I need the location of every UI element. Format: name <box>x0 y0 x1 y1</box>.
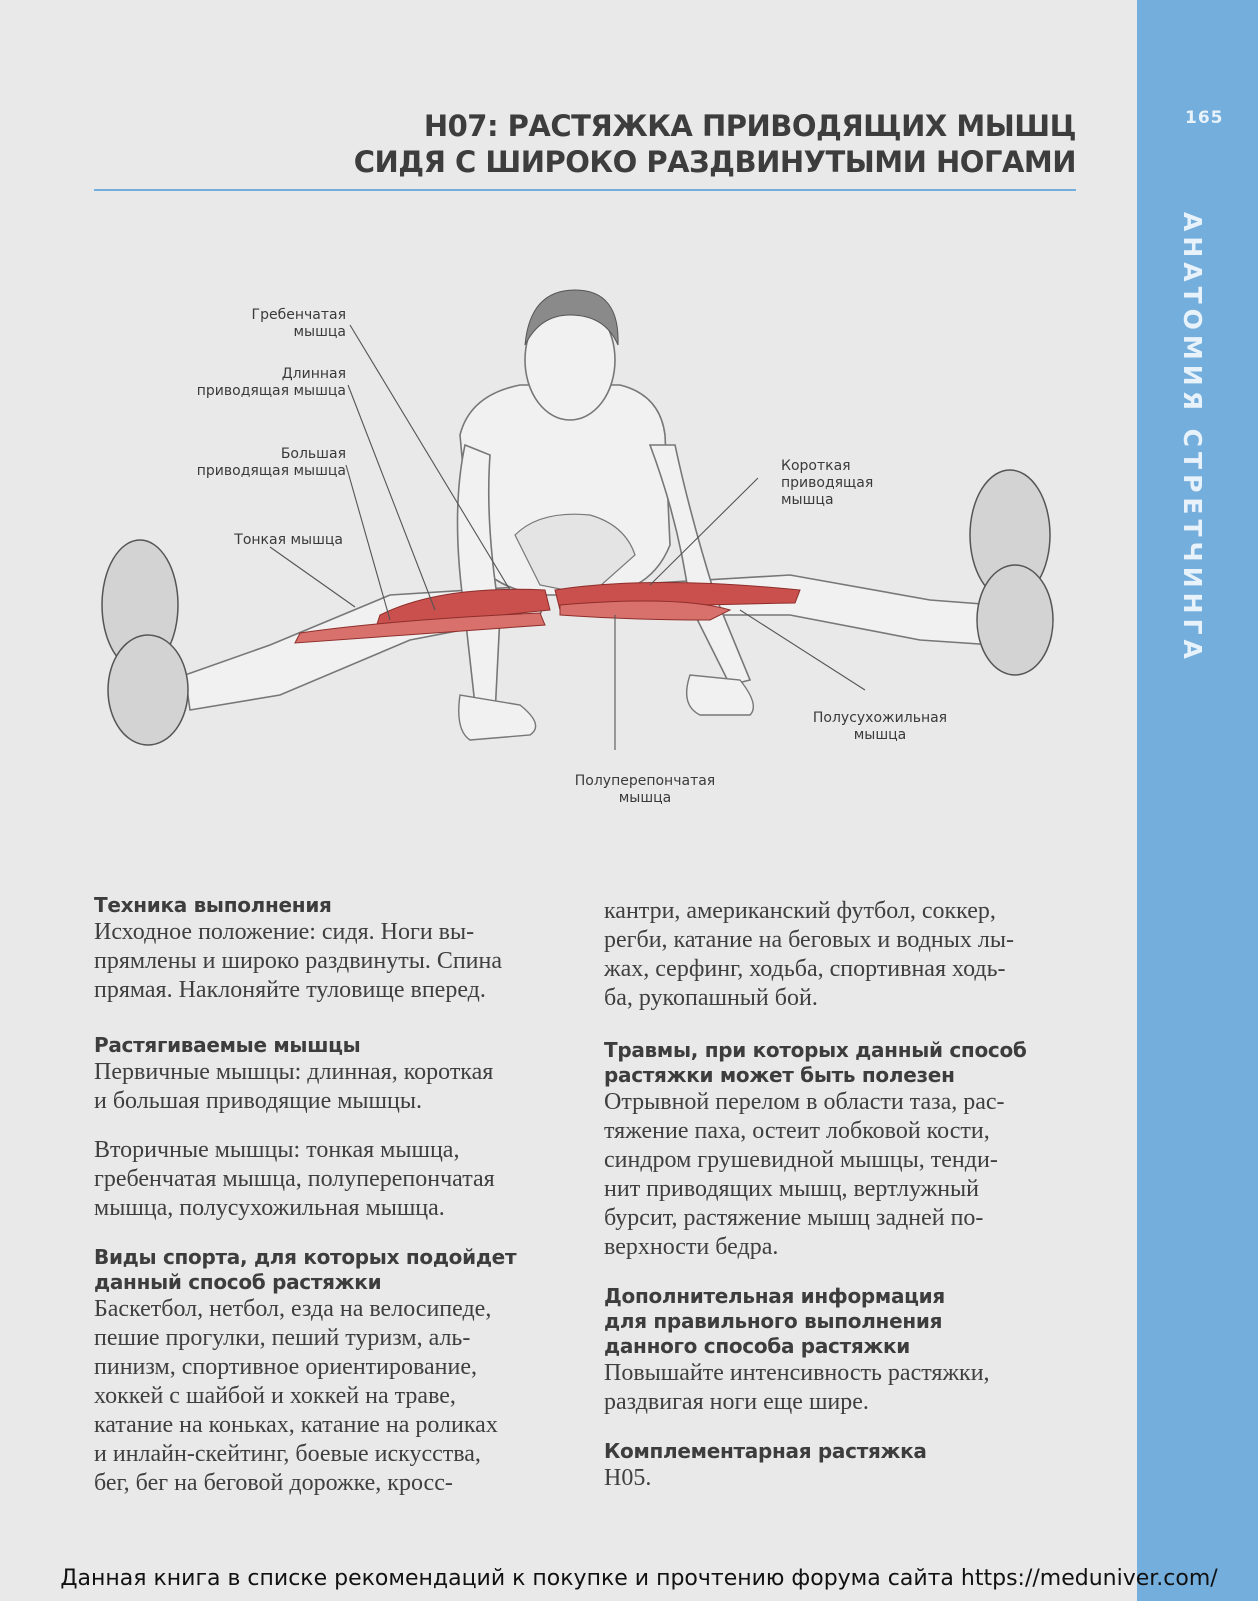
section-paragraph: кантри, американский футбол, соккер, регби, катание на беговых и водных лы- жах, серфинг, ходьба, спортивная ходь- ба, рукопашный бой. <box>604 898 1014 1011</box>
label-adductor-brevis: Короткая приводящая мышца <box>781 458 874 508</box>
title-line: Н07: РАСТЯЖКА ПРИВОДЯЩИХ МЫШЦ <box>423 109 1076 143</box>
right-shoe <box>970 470 1053 675</box>
left-shoe <box>102 540 188 745</box>
section-paragraph: Исходное положение: сидя. Ноги вы- прямлены и широко раздвинуты. Спина прямая. Наклоняйте туловище вперед. <box>94 919 503 1003</box>
right-column <box>604 897 1084 1510</box>
page-title <box>354 108 1076 180</box>
section-paragraph: Н05. <box>604 1465 652 1491</box>
label-semimembranosus: Полуперепончатая мышца <box>574 773 716 806</box>
section-sports <box>94 1245 564 1498</box>
title-divider <box>94 189 1076 191</box>
section-heading: Дополнительная информация для правильного выполнения данного способа растяжки <box>604 1284 945 1358</box>
left-column <box>94 893 564 1515</box>
section-paragraph: Первичные мышцы: длинная, короткая и большая приводящие мышцы. <box>94 1059 494 1114</box>
section-muscles <box>94 1033 564 1223</box>
section-heading: Растягиваемые мышцы <box>94 1033 361 1057</box>
right-arm <box>650 445 750 685</box>
left-hand <box>459 695 536 740</box>
section-heading: Техника выполнения <box>94 893 332 917</box>
section-paragraph: Отрывной перелом в области таза, рас- тяжение паха, остеит лобковой кости, синдром грушевидной мышцы, тенди- нит приводящих мышц, вертлужный бурсит, растяжение мышц задней по- верхности бедра. <box>604 1089 1005 1260</box>
title-line: СИДЯ С ШИРОКО РАЗДВИНУТЫМИ НОГАМИ <box>353 145 1076 179</box>
label-pectineus: Гребенчатая мышца <box>251 307 346 340</box>
section-sports-continued <box>604 897 1084 1013</box>
label-gracilis: Тонкая мышца <box>234 532 343 548</box>
section-injuries <box>604 1038 1084 1262</box>
page-number: 165 <box>1185 108 1224 128</box>
section-technique <box>94 893 564 1005</box>
label-adductor-magnus: Большая приводящая мышца <box>196 446 346 479</box>
section-paragraph: Повышайте интенсивность растяжки, раздвигая ноги еще шире. <box>604 1360 990 1415</box>
section-heading: Комплементарная растяжка <box>604 1439 927 1463</box>
section-heading: Травмы, при которых данный способ растяжки может быть полезен <box>604 1038 1027 1087</box>
label-semitendinosus: Полусухожильная мышца <box>812 710 948 743</box>
section-complementary <box>604 1439 1084 1493</box>
chapter-title: АНАТОМИЯ СТРЕТЧИНГА <box>1178 212 1207 664</box>
section-paragraph: Вторичные мышцы: тонкая мышца, гребенчатая мышца, полуперепончатая мышца, полусухожильная мышца. <box>94 1137 495 1221</box>
footer-note: Данная книга в списке рекомендаций к покупке и прочтению форума сайта https://meduniver.com/ <box>60 1566 1218 1591</box>
section-additional-info <box>604 1284 1084 1417</box>
label-adductor-longus: Длинная приводящая мышца <box>196 366 346 399</box>
section-heading: Виды спорта, для которых подойдет данный способ растяжки <box>94 1245 517 1294</box>
section-paragraph: Баскетбол, нетбол, езда на велосипеде, пешие прогулки, пеший туризм, аль- пинизм, спортивное ориентирование, хоккей с шайбой и хоккей на траве, катание на коньках, катание на роликах и инлайн-скейтинг, боевые искусства, бег, бег на беговой дорожке, кросс- <box>94 1296 498 1496</box>
